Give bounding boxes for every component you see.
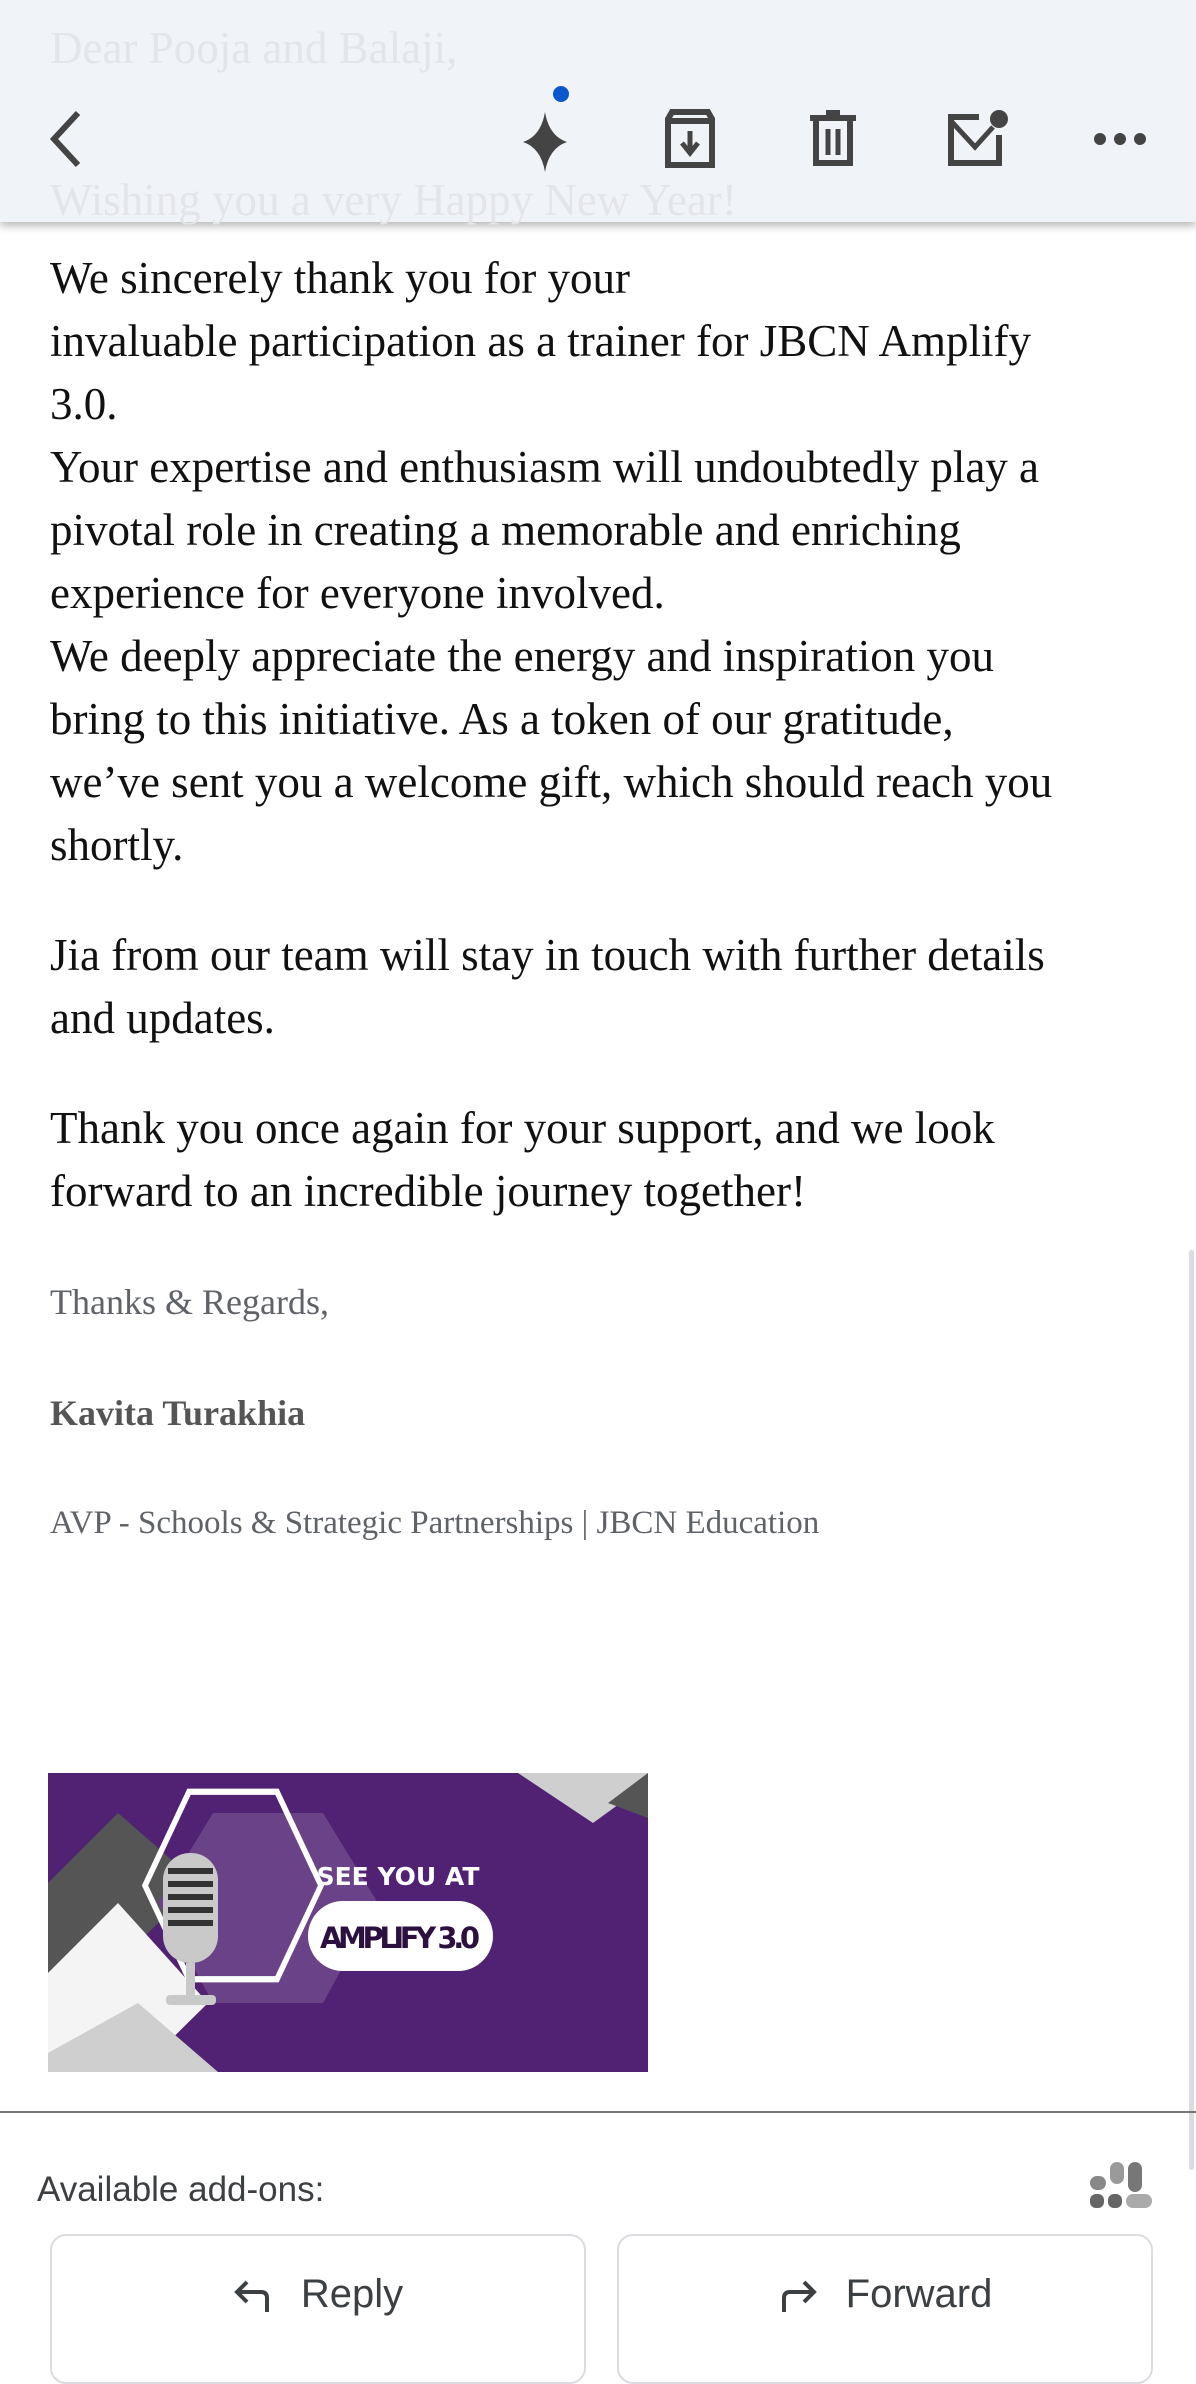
amplify-banner-image (48, 1773, 648, 2072)
more-icon (1094, 132, 1146, 146)
text-line: bring to this initiative. As a token of our gratitude, (50, 694, 954, 744)
delete-button[interactable] (797, 103, 869, 175)
text-line: Thank you once again for your support, and we look (50, 1103, 995, 1153)
divider (0, 2111, 1196, 2113)
signature-closing: Thanks & Regards, (50, 1282, 329, 1322)
text-line: we’ve sent you a welcome gift, which should reach you (50, 757, 1053, 807)
banner-line1: SEE YOU AT (316, 1862, 480, 1891)
addons-label: Available add-ons: (37, 2170, 325, 2209)
text-line: and updates. (50, 993, 275, 1043)
gemini-sparkle-icon (509, 84, 581, 174)
mark-unread-icon (945, 109, 1009, 169)
back-icon (46, 109, 86, 169)
paragraph-contact (50, 924, 1170, 1050)
toolbar (0, 0, 1196, 225)
archive-button[interactable] (654, 103, 726, 175)
scrollbar[interactable] (1189, 1250, 1194, 2170)
more-button[interactable] (1084, 103, 1156, 175)
text-line: experience for everyone involved. (50, 568, 665, 618)
forward-icon (778, 2276, 818, 2316)
paragraph-closing (50, 1097, 1170, 1223)
banner-line2: AMPLIFY 3.0 (320, 1921, 480, 1955)
forward-label: Forward (845, 2272, 993, 2316)
text-line: We deeply appreciate the energy and inspiration you (50, 631, 994, 681)
ghost-greeting: Dear Pooja and Balaji, (50, 23, 458, 73)
reply-label: Reply (300, 2272, 404, 2316)
email-body (50, 247, 1170, 1270)
signature-name: Kavita Turakhia (50, 1393, 306, 1433)
text-line: pivotal role in creating a memorable and enriching (50, 505, 961, 555)
mark-unread-button[interactable] (941, 103, 1013, 175)
archive-icon (662, 109, 718, 169)
delete-icon (808, 109, 858, 169)
ghost-wishes: Wishing you a very Happy New Year! (50, 175, 737, 225)
text-line: Jia from our team will stay in touch with further details (50, 930, 1045, 980)
text-line: We sincerely thank you for your (50, 253, 630, 303)
text-line: 3.0. (50, 379, 118, 429)
signature-title: AVP - Schools & Strategic Partnerships | JBCN Education (50, 1505, 820, 1541)
text-line: shortly. (50, 820, 184, 870)
reply-icon (233, 2276, 273, 2316)
gemini-button[interactable] (509, 103, 581, 175)
back-button[interactable] (30, 103, 102, 175)
text-line: invaluable participation as a trainer for JBCN Amplify (50, 316, 1031, 366)
paragraph-thanks (50, 247, 1170, 877)
text-line: forward to an incredible journey together! (50, 1166, 806, 1216)
text-line: Your expertise and enthusiasm will undoubtedly play a (50, 442, 1040, 492)
addons-icon[interactable] (1088, 2162, 1154, 2210)
